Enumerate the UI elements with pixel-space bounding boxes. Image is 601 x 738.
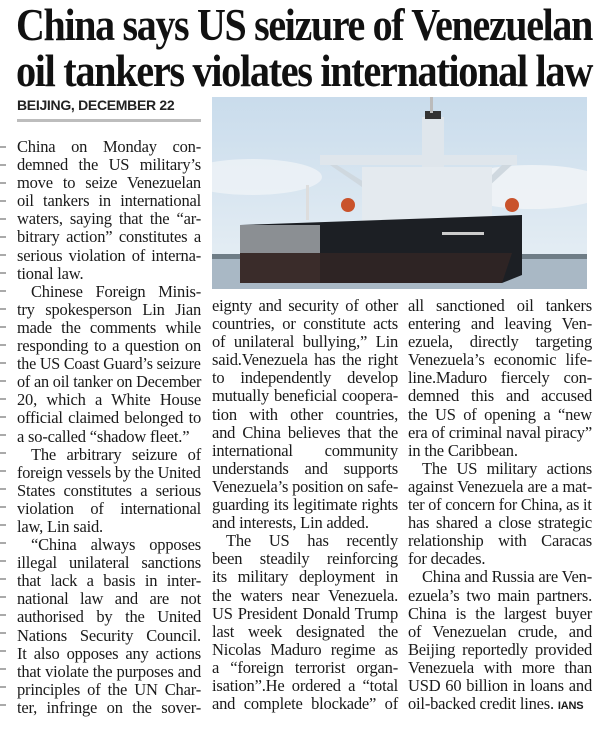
article-line (17, 228, 201, 246)
article-line-text: law, Lin said. (17, 516, 103, 536)
article-line-text: ter of concern for China, as it (408, 495, 592, 515)
article-line (17, 446, 201, 464)
article-line-text: Venezuela’s economic life- (408, 350, 592, 370)
article-line (17, 283, 201, 301)
article-line-text: and interests, Lin added. (212, 513, 369, 533)
article-line (408, 568, 592, 586)
article-line (17, 482, 201, 500)
article-line (17, 699, 201, 717)
article-line (17, 301, 201, 319)
article-line-text: serious violation of interna- (17, 245, 201, 265)
adjacent-column-edge (0, 140, 6, 720)
article-line (212, 514, 398, 532)
article-line-text: eignty and security of other (212, 296, 398, 315)
article-line (212, 369, 398, 387)
headline-line-1: China says US seizure of Venezuelan (16, 0, 592, 50)
article-line (408, 587, 592, 605)
article-line (17, 337, 201, 355)
article-line (212, 351, 398, 369)
article-line-text: China is the largest buyer (408, 603, 592, 623)
article-line (212, 333, 398, 351)
article-line (408, 605, 592, 623)
article-line (408, 460, 592, 478)
agency-credit: IANS (557, 700, 584, 713)
article-line-text: tional law. (17, 263, 84, 283)
article-line-text: that violate the purposes and (17, 661, 201, 681)
article-line-text: The US military actions (422, 458, 592, 478)
article-line-text: to independently develop (212, 368, 398, 388)
article-line-text: Venezuela’s position on safe- (212, 476, 399, 496)
article-line-text: that lack a basis in inter- (17, 571, 201, 591)
article-line-text: It also opposes any actions (17, 643, 201, 663)
article-line (212, 532, 398, 550)
article-line (17, 372, 202, 392)
article-line (17, 354, 201, 374)
article-line-text: of an oil tanker on December (17, 372, 202, 392)
article-line (408, 478, 592, 496)
article-line-text: been steadily reinforcing (212, 549, 398, 569)
article-line (408, 406, 592, 424)
article-line (408, 641, 592, 659)
article-line (17, 409, 201, 427)
article-line-text: States constitutes a serious (17, 480, 201, 500)
article-line (212, 641, 398, 659)
article-line-text: oil-backed credit lines. (408, 694, 554, 714)
article-line-text: authorised by the United (17, 607, 201, 627)
article-line (408, 424, 592, 442)
article-line-text: isation”.He ordered a “total (212, 675, 398, 695)
article-column-2 (212, 297, 398, 713)
article-line-text: made the comments while (17, 317, 201, 337)
article-line-text: a “foreign terrorist organ- (212, 657, 398, 677)
article-line (17, 192, 201, 210)
article-line-text: 20, which a White House (17, 390, 201, 410)
article-line (17, 572, 201, 590)
article-line (17, 627, 201, 645)
article-line-text: Nicolas Maduro regime as (212, 639, 398, 659)
article-line (212, 297, 398, 315)
article-line-text: demned this and accused (408, 386, 592, 406)
article-line (17, 681, 201, 699)
article-line (17, 156, 201, 174)
article-line (212, 550, 398, 568)
article-line (408, 532, 592, 550)
article-column-3 (408, 297, 592, 713)
article-line (408, 550, 592, 568)
article-line (408, 369, 592, 387)
article-line-text: its military deployment in (212, 567, 398, 587)
article-line (212, 496, 398, 514)
article-line (212, 406, 398, 424)
article-line-text: The arbitrary seizure of (31, 444, 201, 464)
article-line (17, 174, 201, 192)
article-line (212, 587, 398, 605)
article-line-text: Chinese Foreign Minis- (31, 281, 201, 301)
article-line-text: Nations Security Council. (17, 625, 201, 645)
article-line (408, 442, 592, 460)
article-line-text: ezuela, directly targeting (408, 332, 592, 352)
article-line (408, 297, 592, 315)
article-line-text: relationship with Caracas (408, 531, 592, 551)
article-line-text: all sanctioned oil tankers (408, 296, 592, 315)
article-line-text: oil tankers in international (17, 191, 201, 211)
headline-line-2: oil tankers violates international law (16, 46, 592, 96)
article-line-text: ezuela’s two main partners. (408, 585, 592, 605)
article-line-text: foreign vessels by the United (17, 462, 201, 482)
article-line-text: and China believes that the (212, 422, 398, 442)
article-line-text: illegal unilateral sanctions (17, 553, 201, 573)
article-line (408, 695, 592, 713)
article-line-text: US President Donald Trump (212, 603, 398, 623)
article-line-text: demned the US military’s (17, 155, 201, 175)
article-line-text: guarding its legitimate rights (212, 495, 398, 515)
article-line-text: try spokesperson Lin Jian (17, 299, 201, 319)
article-line-text: countries, or constitute acts (212, 314, 398, 334)
article-line (212, 478, 397, 496)
article-line (17, 608, 201, 626)
article-line-text: international community (212, 440, 398, 460)
article-line-text: entering and leaving Ven- (408, 314, 592, 334)
article-line (212, 387, 398, 405)
article-line (408, 623, 592, 641)
article-line-text: Venezuela with more than (408, 657, 592, 677)
article-line (212, 315, 398, 333)
article-line (17, 590, 201, 608)
article-line-text: for decades. (408, 549, 486, 569)
article-line (212, 623, 398, 641)
oil-tanker-photo (212, 97, 587, 289)
article-line (17, 536, 201, 554)
article-line (212, 424, 398, 442)
article-line-text: era of criminal naval piracy” (408, 422, 592, 442)
article-line (212, 605, 398, 623)
article-line-text: principles of the UN Char- (17, 679, 201, 699)
article-line (408, 677, 592, 695)
article-line (17, 265, 201, 283)
article-line (17, 138, 201, 156)
article-line-text: Beijing reportedly provided (408, 639, 592, 659)
article-line (212, 677, 398, 695)
article-line-text: understands and supports (212, 458, 398, 478)
article-line-text: USD 60 billion in loans and (408, 675, 592, 695)
article-line (17, 210, 201, 228)
article-line (17, 663, 201, 681)
article-line (408, 514, 592, 532)
article-line-text: of Venezuelan crude, and (408, 621, 592, 641)
article-line (17, 462, 201, 482)
article-line (17, 247, 201, 265)
article-line (17, 518, 201, 536)
article-line (17, 645, 201, 663)
article-line-text: official claimed belonged to (17, 408, 201, 428)
article-line (408, 495, 592, 515)
article-line-text: mutually beneficial coopera- (212, 386, 398, 406)
article-line-text: in the Caribbean. (408, 440, 518, 460)
article-line (17, 319, 201, 337)
article-line (17, 500, 201, 518)
article-line-text: has shared a close strategic (408, 513, 592, 533)
article-line-text: violation of international (17, 498, 201, 518)
article-line (17, 391, 201, 409)
article-line-text: “China always opposes (31, 535, 201, 555)
article-line (408, 333, 592, 351)
article-line-text: move to seize Venezuelan (17, 173, 201, 193)
article-line-text: The US has recently (226, 531, 398, 551)
article-line-text: responding to a question on (17, 336, 201, 356)
article-line-text: a so-called “shadow fleet.” (17, 426, 190, 446)
article-line (212, 568, 398, 586)
article-line-text: against Venezuela are a mat- (408, 476, 592, 496)
article-line-text: the US of opening a “new (408, 404, 592, 424)
article-line-text: last week designated the (212, 621, 398, 641)
article-line-text: bitrary action” constitutes a (17, 227, 201, 247)
article-line-text: the waters near Venezuela. (212, 585, 398, 605)
article-line (17, 428, 201, 446)
article-line-text: national law and are not (17, 589, 201, 609)
article-line-text: ter, infringe on the sover- (17, 697, 201, 717)
article-line (17, 554, 201, 572)
article-line-text: tion with other countries, (212, 404, 398, 424)
dateline: BEIJING, DECEMBER 22 (17, 97, 201, 122)
article-line (408, 315, 592, 333)
article-line-text: the US Coast Guard’s seizure (17, 354, 201, 374)
article-line (408, 351, 592, 369)
article-line (408, 659, 592, 677)
article-column-1 (17, 138, 201, 717)
article-line-text: and complete blockade” of (212, 694, 398, 714)
article-line-text: China and Russia are Ven- (422, 567, 592, 587)
article-line-text: waters, saying that the “ar- (17, 209, 201, 229)
article-line (212, 442, 398, 460)
article-line-text: said.Venezuela has the right (212, 350, 398, 370)
article-line (212, 460, 398, 478)
article-line (212, 695, 398, 713)
article-line (408, 387, 592, 405)
article-line-text: China on Monday con- (17, 137, 201, 156)
article-line-text: of unilateral bullying,” Lin (212, 332, 398, 352)
article-line (212, 659, 398, 677)
article-line-text: line.Maduro fiercely con- (408, 368, 592, 388)
